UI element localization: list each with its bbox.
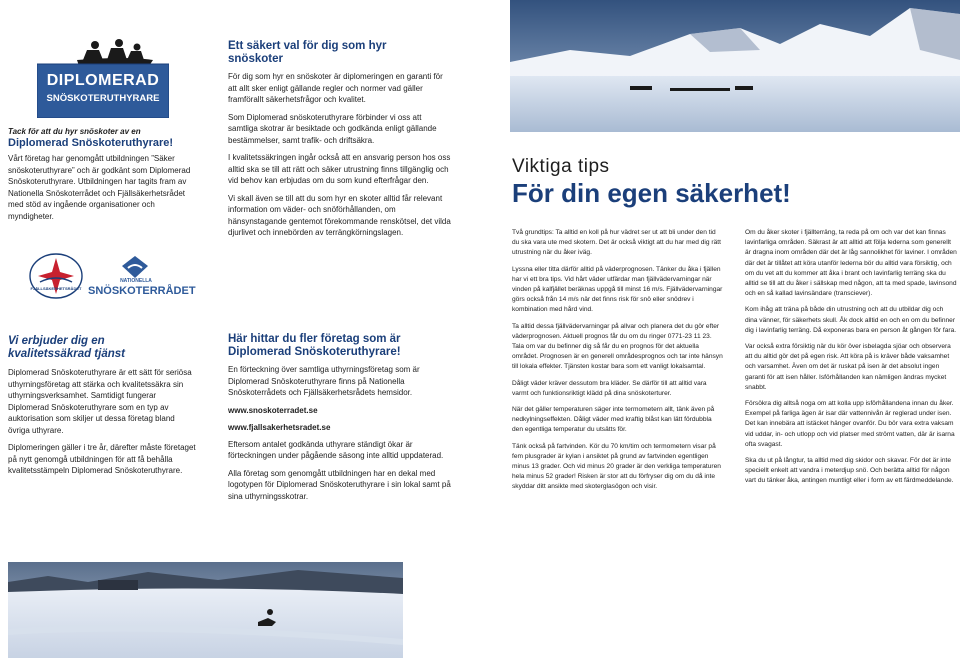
logo-line2: SNÖSKOTERUTHYRARE <box>46 93 160 104</box>
diplomerad-logo <box>37 36 169 118</box>
offer-p1: Diplomerad Snöskoteruthyrare är ett sätt för seriösa uthyrningsföretag att stärka och kvalitetssäkra sin uthyrningsverksamhet. Samtidigt fungerar Diplomerad Snöskoteruthyrare som en typ av auktorisation som skiljer ut dessa företag bland övriga uthyrare. <box>8 368 192 435</box>
col2-p2: Som Diplomerad snöskoteruthyrare förbinder vi oss att samtliga skotrar är besiktade och godkända enligt gällande bestämmelser, samt trafik- och driftsäkra. <box>228 112 437 145</box>
intro-body: Vårt företag har genomgått utbildningen ”Säker snöskoteruthyrare” och är godkänt som Diplomerad Snöskoteruthyrare. Utbildningen har tagits fram av Nationella Snöskoterrådet och Fjällsäkerhetsrådet med stöd av ingående organisationer och myndigheter. <box>8 154 191 221</box>
tips-kicker: Viktiga tips <box>512 156 610 177</box>
col2 <box>228 40 451 239</box>
col2-p3: I kvalitetssäkringen ingår också att en ansvarig person hos oss alltid ska se till att rätt och säker utrustning finns tillgänglig och vid behov kan erbjudas om du som kund efterfrågar den. <box>228 153 451 185</box>
tips-left-p1: Två grundtips: Ta alltid en koll på hur vädret ser ut att bli under den tid du ska vara ute med skotern. Det är också viktigt att du har med dig rätt utrustning när du åker iväg. <box>512 229 721 257</box>
find-title: Här hittar du fler företag som är Diplomerad Snöskoteruthyrare! <box>228 333 401 358</box>
col2-p6: Eftersom antalet godkända uthyrare ständigt ökar är förteckningen under pågående säsong inte alltid uppdaterad. <box>228 439 444 460</box>
tips-left-p2: Lyssna eller titta därför alltid på väderprognosen. Tänker du åka i fjällen har vi ett bra tips. Vid hårt väder utfärdar man fjällvädervarningar när vinden på kalfjället beräknas uppgå till minst 16 m/s. Fjällvädervarningar görs också från 14 m/s när det finns risk för snö eller snödrev i kombination med hård vind. <box>512 265 723 314</box>
snowmobile-photo <box>8 562 403 658</box>
tips-left-p3: Ta alltid dessa fjällvädervarningar på allvar och planera det du gör efter väderprognosen. Aktuell prognos får du om du ringer 0771-23 11 23. Tala om var du befinner dig så får du en prognos för det aktuella området. Prognosen är en generell områdesprognos och tar inte hänsyn till lokala effekter. Tjänsten kostar bara som ett vanligt lokalsamtal. <box>512 322 723 371</box>
col2-p5: En förteckning över samtliga uthyrningsföretag som är Diplomerad Snöskoteruthyrare finns på Nationella Snöskoterrådets och Fjällsäkerhetsrådets hemsidor. <box>228 365 420 397</box>
offer-title: Vi erbjuder dig en kvalitetssäkrad tjänst <box>8 335 125 360</box>
tips-right-p3: Var också extra försiktig när du kör över isbelagda sjöar och observera att du alltid gör det på egen risk. Att köra på is kräver både vaksamhet och varsamhet. Även om det är ruskat på isen är det absolut ingen garanti för att isen håller. Isförhållanden kan nämligen ändras mycket snabbt. <box>745 343 951 391</box>
tips-left-p4: Dåligt väder kräver dessutom bra kläder. Se därför till att alltid vara varmt och funktionsriktigt klädd på dina snöskoterturer. <box>512 379 707 397</box>
tips-left-p6: Tänk också på fartvinden. Kör du 70 km/tim och termometern visar på fem plusgrader är kylan i ansiktet på grund av fartvinden egentligen minus 13 grader. Och vid minus 20 grader är den verkliga temperaturen hela minus 52 grader! Risken är stor att du förfryser dig om du då inte skyddar ditt ansikte med skoterglasögon och visir. <box>512 442 721 491</box>
link-fjallsakerhetsradet[interactable]: www.fjallsakerhetsradet.se <box>228 422 331 432</box>
col2-find <box>228 333 451 502</box>
offer-p2: Diplomeringen gäller i tre år, därefter måste företaget på nytt genomgå utbildningen för att få behålla kvalitetsstämpeln Diplomerad Snöskoteruthyrare. <box>8 443 196 475</box>
tips-right-p4: Försökra dig alltså noga om att kolla upp isförhållandena innan du åker. Exempel på farliga ägen är isar där vattennivån är reglerad under isen. Det kan innebära att istäcket hänger ovanför. Du bör vara extra vaksam vid uddar, in- och utlopp och vid platser med strömt vatten, där är isarna ofta svagast. <box>745 400 955 448</box>
col2-p1: För dig som hyr en snöskoter är diplomeringen en garanti för att allt sker enligt gällande regler och normer vad gäller framförallt säkerhetsfrågor och kvalitet. <box>228 72 443 104</box>
col2-p7: Alla företag som genomgått utbildningen har en dekal med logotypen för Diplomerad Snöskoteruthyrare i sin lokal samt på sina uthyrningsskotrar. <box>228 468 451 501</box>
tips-right-column <box>745 228 957 487</box>
link-snoskoterradet[interactable]: www.snoskoterradet.se <box>228 405 318 415</box>
badge2-big: SNÖSKOTERRÅDET <box>88 285 196 297</box>
col2-p4: Vi skall även se till att du som hyr en skoter alltid får relevant information om väder- och snöförhållanden, om hänsynstagande gentemot förekommande renskötsel, det vilda djurlivet och innebörden av terrängkörningslagen. <box>228 193 451 237</box>
badge1-text: FJÄLLSÄKERHETSRÅDET <box>30 286 82 291</box>
fjallsakerhetsradet-badge <box>26 252 86 300</box>
tips-left-column <box>512 228 724 493</box>
tips-left-p5: När det gäller temperaturen säger inte termometern allt, tänk även på nedkylningseffekten. Dåligt väder med kraftig blåst kan lätt fördubbla den egentliga temperatur du utsätts för. <box>512 406 715 434</box>
tips-right-p5: Ska du ut på långtur, ta alltid med dig skidor och skavar. För det är inte speciellt enkelt att vandra i meterdjup snö. Och berätta alltid för någon vart du tänker åka, antingen muntligt eller i form av ett färdmeddelande. <box>745 457 954 485</box>
mountain-photo <box>510 0 960 132</box>
logo-line1: DIPLOMERAD <box>46 72 160 89</box>
intro-title: Diplomerad Snöskoteruthyrare! <box>8 137 174 149</box>
tips-right-p1: Om du åker skoter i fjällterräng, ta reda på om och var det kan finnas lavinfarliga områden. Säkrast är att alltid att följa lederna som generellt är dragna inom områden där det är låg sannolikhet för laviner. I områden där det är tillåtet att köra utanför lederna bör du alltid vara försiktig, och om du vet att du kommer att åka i brant och lavinfarlig terräng ska du alltid se till att du åker i sällskap med någon, att ta med spade, lavinsond och en så kallad lavinsändare (transciever). <box>745 229 957 298</box>
badge2-small: NATIONELLA <box>120 278 152 284</box>
intro-lead: Tack för att du hyr snöskoter av en <box>8 127 141 136</box>
snoskoterradet-badge <box>88 254 196 302</box>
offer-section <box>8 335 196 477</box>
intro-section <box>8 126 196 222</box>
tips-title: För din egen säkerhet! <box>512 178 791 208</box>
tips-right-p2: Kom ihåg att träna på både din utrustning och att du utbildar dig och dina vänner, för säkerhets skull. Åk dock alltid en och en om du befinner dig i lavinfarlig terräng. Då exponeras bara en person åt gången för fara. <box>745 306 957 334</box>
safe-choice-title: Ett säkert val för dig som hyr snöskoter <box>228 40 387 65</box>
